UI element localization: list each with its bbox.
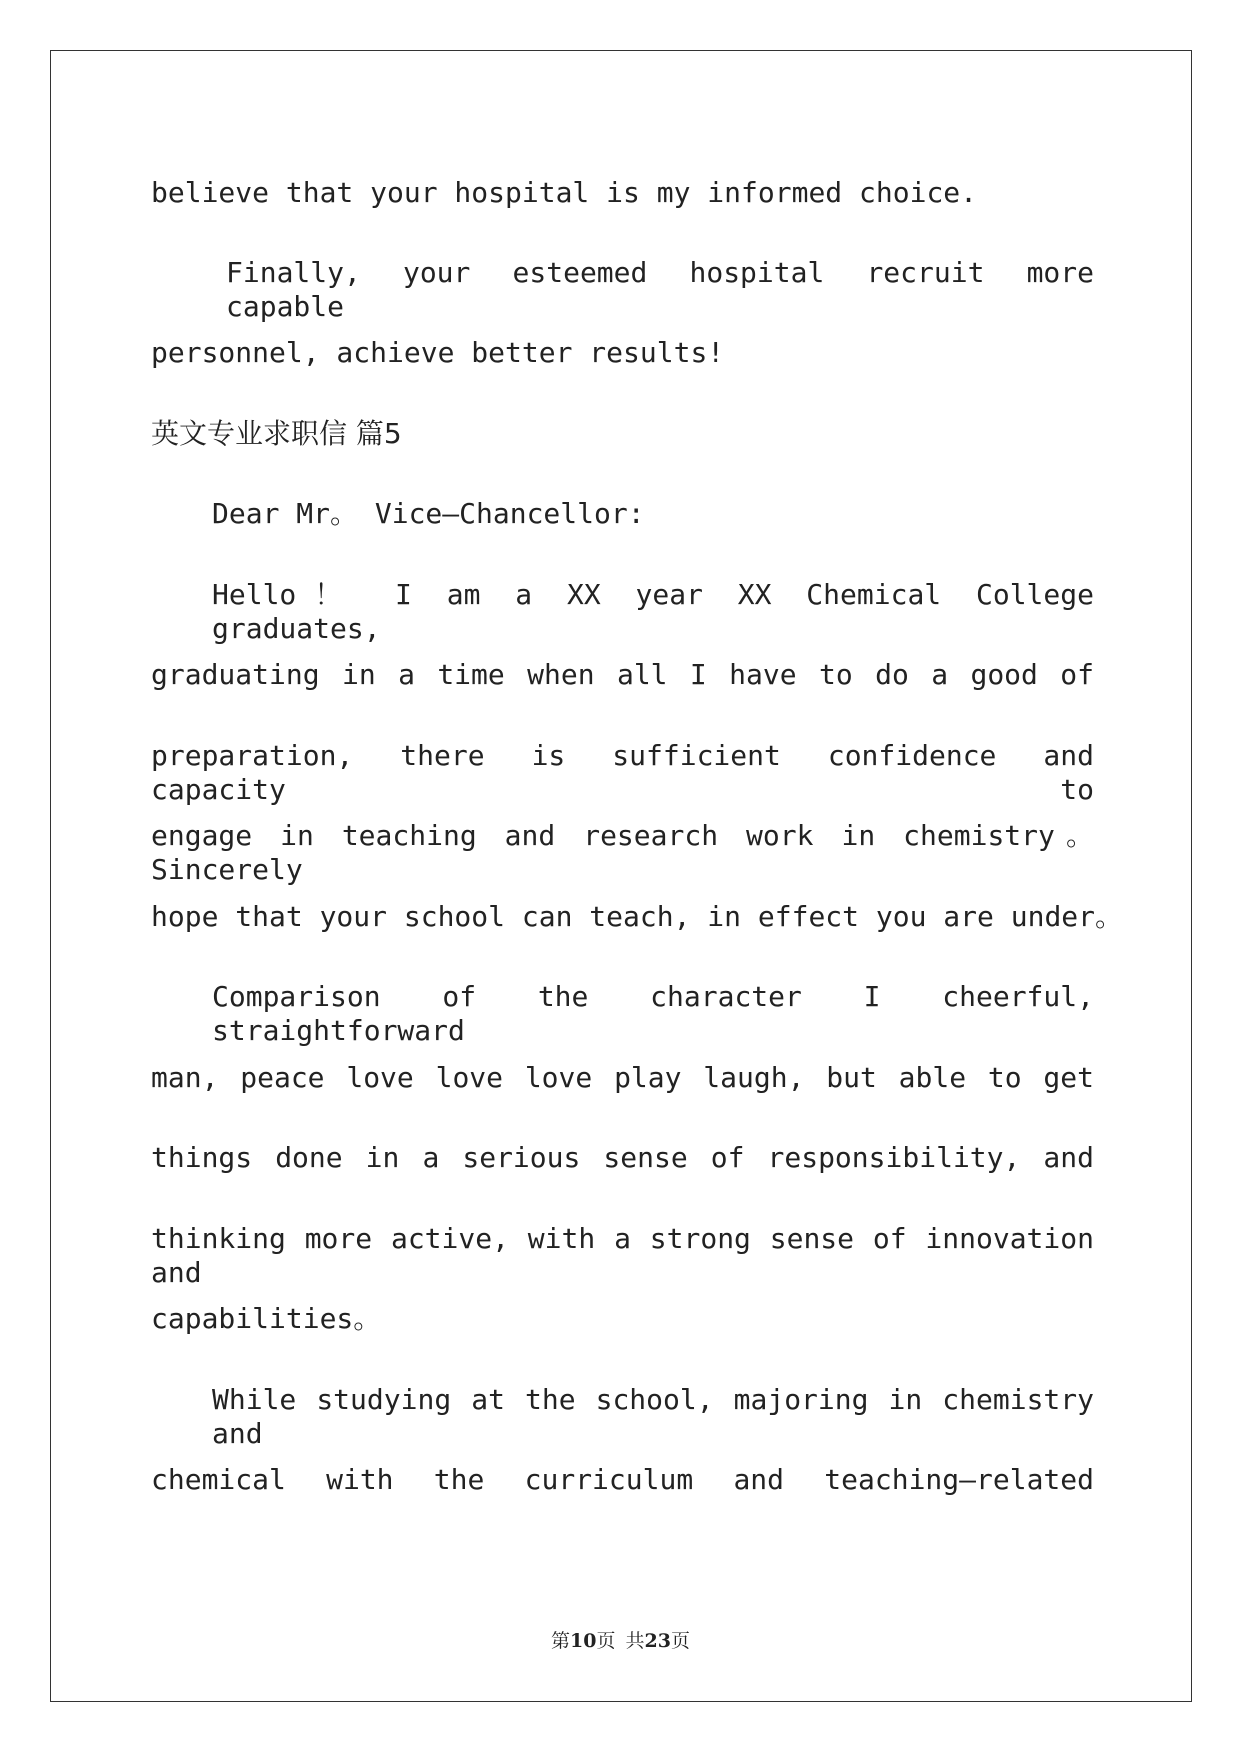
text-line: While studying at the school, majoring in chemistry and <box>212 1383 1094 1450</box>
text-line: Comparison of the character I cheerful, straightforward <box>212 980 1094 1047</box>
salutation: Dear Mr。 Vice—Chancellor: <box>212 497 645 530</box>
text-line: thinking more active, with a strong sense of innovation and <box>151 1222 1094 1289</box>
text-line: engage in teaching and research work in chemistry。Sincerely <box>151 819 1094 886</box>
section-heading: 英文专业求职信 篇5 <box>151 417 402 450</box>
text-line: Finally, your esteemed hospital recruit more capable <box>226 256 1094 323</box>
text-line: hope that your school can teach, in effect you are under。 <box>151 900 1124 933</box>
text-line: personnel, achieve better results! <box>151 336 725 369</box>
text-line: graduating in a time when all I have to do a good of <box>151 658 1094 691</box>
text-line: believe that your hospital is my informed choice. <box>151 176 978 209</box>
text-line: preparation, there is sufficient confidence and capacity to <box>151 739 1094 806</box>
total-pages: 23 <box>644 1630 671 1652</box>
text-line: things done in a serious sense of responsibility, and <box>151 1141 1094 1174</box>
page-footer <box>0 1628 1241 1654</box>
footer-total-prefix: 共 <box>625 1630 645 1652</box>
text-line: man, peace love love love play laugh, but able to get <box>151 1061 1094 1094</box>
text-line: chemical with the curriculum and teaching—related <box>151 1463 1094 1496</box>
footer-page-unit: 页 <box>596 1630 616 1652</box>
footer-prefix: 第 <box>550 1630 570 1652</box>
page-number: 10 <box>570 1630 597 1652</box>
footer-total-unit: 页 <box>670 1630 690 1652</box>
text-line: capabilities。 <box>151 1302 382 1335</box>
text-line: Hello！ I am a XX year XX Chemical College graduates, <box>212 578 1094 645</box>
